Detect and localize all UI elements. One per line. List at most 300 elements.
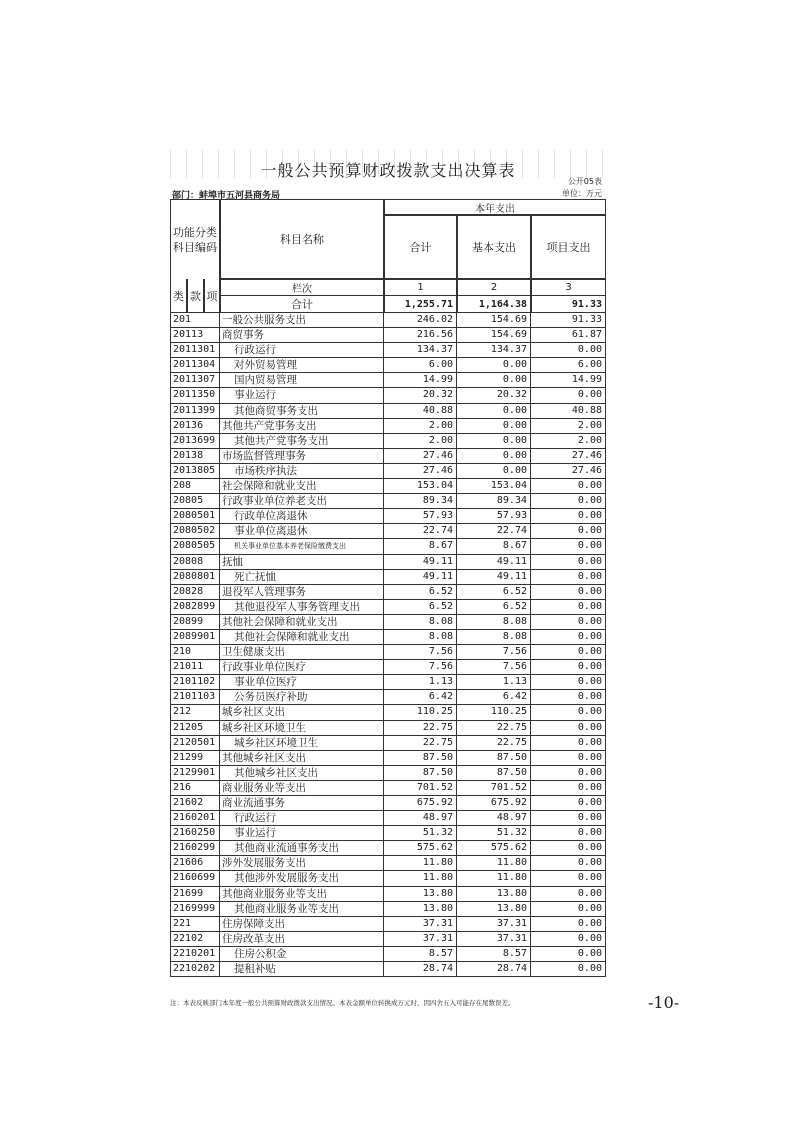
row-project: 0.00 xyxy=(531,705,606,720)
row-project: 0.00 xyxy=(531,690,606,705)
row-basic: 89.34 xyxy=(457,494,531,509)
row-project: 0.00 xyxy=(531,766,606,781)
row-code: 2011399 xyxy=(170,404,220,419)
row-name: 事业运行 xyxy=(220,826,384,841)
row-code: 208 xyxy=(170,479,220,494)
row-total: 37.31 xyxy=(384,932,457,947)
row-name: 国内贸易管理 xyxy=(220,373,384,388)
page-number: -10- xyxy=(648,993,680,1012)
row-basic: 0.00 xyxy=(457,464,531,479)
row-total: 2.00 xyxy=(384,419,457,434)
row-project: 0.00 xyxy=(531,539,606,554)
row-project: 0.00 xyxy=(531,570,606,585)
row-basic: 154.69 xyxy=(457,328,531,343)
row-total: 89.34 xyxy=(384,494,457,509)
table-body xyxy=(170,313,606,977)
row-basic: 154.69 xyxy=(457,313,531,328)
row-project: 0.00 xyxy=(531,630,606,645)
footnote: 注：本表反映部门本年度一般公共预算财政拨款支出情况。本表金额单位转换成万元时，因四舍五入可能存在尾数误差。 xyxy=(170,999,515,1007)
table-row xyxy=(170,539,606,554)
table-row xyxy=(170,585,606,600)
table-row xyxy=(170,796,606,811)
row-name: 其他商贸事务支出 xyxy=(220,404,384,419)
row-name: 涉外发展服务支出 xyxy=(220,856,384,871)
grand-total-name-cell xyxy=(220,296,384,313)
table-row xyxy=(170,826,606,841)
row-code: 2011304 xyxy=(170,358,220,373)
row-name: 卫生健康支出 xyxy=(220,645,384,660)
row-total: 87.50 xyxy=(384,766,457,781)
kuan-label: 款 xyxy=(190,289,201,303)
row-basic: 8.08 xyxy=(457,615,531,630)
row-name: 住房改革支出 xyxy=(220,932,384,947)
row-code: 21606 xyxy=(170,856,220,871)
row-code: 2101103 xyxy=(170,690,220,705)
row-total: 701.52 xyxy=(384,781,457,796)
row-name: 其他涉外发展服务支出 xyxy=(220,871,384,886)
row-total: 8.57 xyxy=(384,947,457,962)
table-row xyxy=(170,902,606,917)
table-row xyxy=(170,524,606,539)
row-name: 事业单位医疗 xyxy=(220,675,384,690)
row-total: 49.11 xyxy=(384,570,457,585)
row-name: 城乡社区支出 xyxy=(220,705,384,720)
row-total: 246.02 xyxy=(384,313,457,328)
table-row xyxy=(170,494,606,509)
row-total: 51.32 xyxy=(384,826,457,841)
row-basic: 134.37 xyxy=(457,343,531,358)
table-row xyxy=(170,645,606,660)
row-name: 其他共产党事务支出 xyxy=(220,419,384,434)
row-name: 其他商业服务业等支出 xyxy=(220,887,384,902)
row-code: 201 xyxy=(170,313,220,328)
row-code: 2160201 xyxy=(170,811,220,826)
row-project: 14.99 xyxy=(531,373,606,388)
row-code: 2101102 xyxy=(170,675,220,690)
row-name: 行政运行 xyxy=(220,343,384,358)
table-row xyxy=(170,555,606,570)
column-index-label-cell xyxy=(220,279,384,296)
row-name: 事业运行 xyxy=(220,388,384,403)
row-project: 0.00 xyxy=(531,796,606,811)
row-basic: 1.13 xyxy=(457,675,531,690)
row-code: 2013805 xyxy=(170,464,220,479)
row-name: 城乡社区环境卫生 xyxy=(220,721,384,736)
row-code: 2160699 xyxy=(170,871,220,886)
row-project: 2.00 xyxy=(531,419,606,434)
lei-label: 类 xyxy=(173,289,184,303)
table-row xyxy=(170,449,606,464)
table-row xyxy=(170,766,606,781)
row-basic: 49.11 xyxy=(457,570,531,585)
table-header xyxy=(170,199,606,313)
row-project: 0.00 xyxy=(531,841,606,856)
table-row xyxy=(170,932,606,947)
table-row xyxy=(170,841,606,856)
row-total: 575.62 xyxy=(384,841,457,856)
row-name: 其他社会保障和就业支出 xyxy=(220,630,384,645)
table-row xyxy=(170,479,606,494)
project-label: 项目支出 xyxy=(546,241,591,254)
row-basic: 6.52 xyxy=(457,585,531,600)
table-row xyxy=(170,675,606,690)
row-project: 0.00 xyxy=(531,675,606,690)
table-row xyxy=(170,630,606,645)
row-basic: 37.31 xyxy=(457,917,531,932)
row-code: 2080505 xyxy=(170,539,220,554)
row-project: 0.00 xyxy=(531,811,606,826)
row-project: 0.00 xyxy=(531,509,606,524)
row-project: 6.00 xyxy=(531,358,606,373)
table-row xyxy=(170,343,606,358)
table-row xyxy=(170,751,606,766)
form-code: 公开05表 xyxy=(567,177,602,186)
grand-total-total-cell xyxy=(384,296,457,313)
row-code: 2011350 xyxy=(170,388,220,403)
table-row xyxy=(170,690,606,705)
subject-name-header xyxy=(220,199,384,279)
row-basic: 6.42 xyxy=(457,690,531,705)
row-total: 57.93 xyxy=(384,509,457,524)
row-total: 7.56 xyxy=(384,645,457,660)
row-basic: 7.56 xyxy=(457,645,531,660)
row-basic: 28.74 xyxy=(457,962,531,977)
row-code: 2089901 xyxy=(170,630,220,645)
row-project: 0.00 xyxy=(531,947,606,962)
row-basic: 6.52 xyxy=(457,600,531,615)
row-project: 0.00 xyxy=(531,615,606,630)
table-row xyxy=(170,313,606,328)
row-total: 7.56 xyxy=(384,660,457,675)
row-total: 20.32 xyxy=(384,388,457,403)
col3-cell xyxy=(531,279,606,296)
table-row xyxy=(170,962,606,977)
row-basic: 20.32 xyxy=(457,388,531,403)
row-project: 0.00 xyxy=(531,736,606,751)
row-project: 40.88 xyxy=(531,404,606,419)
table-row xyxy=(170,464,606,479)
row-project: 2.00 xyxy=(531,434,606,449)
grand-total-total: 1,255.71 xyxy=(404,298,453,310)
row-code: 216 xyxy=(170,781,220,796)
row-basic: 0.00 xyxy=(457,358,531,373)
column-index-label: 栏次 xyxy=(292,284,312,295)
project-header xyxy=(531,215,606,279)
row-basic: 0.00 xyxy=(457,434,531,449)
row-total: 675.92 xyxy=(384,796,457,811)
row-name: 商业服务业等支出 xyxy=(220,781,384,796)
row-code: 2120501 xyxy=(170,736,220,751)
row-name: 公务员医疗补助 xyxy=(220,690,384,705)
row-project: 0.00 xyxy=(531,388,606,403)
row-code: 2160250 xyxy=(170,826,220,841)
row-name: 一般公共服务支出 xyxy=(220,313,384,328)
row-project: 0.00 xyxy=(531,917,606,932)
row-project: 0.00 xyxy=(531,660,606,675)
row-project: 0.00 xyxy=(531,751,606,766)
row-name: 行政事业单位养老支出 xyxy=(220,494,384,509)
row-name: 行政单位离退休 xyxy=(220,509,384,524)
row-name: 市场秩序执法 xyxy=(220,464,384,479)
row-code: 22102 xyxy=(170,932,220,947)
row-basic: 701.52 xyxy=(457,781,531,796)
row-basic: 22.75 xyxy=(457,721,531,736)
row-name: 商贸事务 xyxy=(220,328,384,343)
table-row xyxy=(170,570,606,585)
row-total: 6.52 xyxy=(384,585,457,600)
grand-total-basic: 1,164.38 xyxy=(478,298,527,310)
row-name: 其他城乡社区支出 xyxy=(220,766,384,781)
row-name: 其他社会保障和就业支出 xyxy=(220,615,384,630)
row-basic: 87.50 xyxy=(457,766,531,781)
row-total: 2.00 xyxy=(384,434,457,449)
row-total: 48.97 xyxy=(384,811,457,826)
row-total: 6.52 xyxy=(384,600,457,615)
row-name: 行政运行 xyxy=(220,811,384,826)
row-basic: 675.92 xyxy=(457,796,531,811)
row-total: 134.37 xyxy=(384,343,457,358)
row-total: 49.11 xyxy=(384,555,457,570)
table-row xyxy=(170,917,606,932)
row-total: 37.31 xyxy=(384,917,457,932)
row-code: 210 xyxy=(170,645,220,660)
basic-header xyxy=(457,215,531,279)
table-row xyxy=(170,660,606,675)
row-name: 其他城乡社区支出 xyxy=(220,751,384,766)
row-basic: 110.25 xyxy=(457,705,531,720)
table-row xyxy=(170,509,606,524)
row-project: 0.00 xyxy=(531,932,606,947)
table-row xyxy=(170,434,606,449)
current-year-label: 本年支出 xyxy=(475,203,515,215)
row-total: 22.75 xyxy=(384,736,457,751)
table-row xyxy=(170,811,606,826)
grand-total-label: 合计 xyxy=(291,298,313,311)
row-total: 153.04 xyxy=(384,479,457,494)
table-row xyxy=(170,856,606,871)
row-total: 27.46 xyxy=(384,464,457,479)
basic-label: 基本支出 xyxy=(472,241,516,254)
row-total: 27.46 xyxy=(384,449,457,464)
row-basic: 0.00 xyxy=(457,419,531,434)
row-basic: 87.50 xyxy=(457,751,531,766)
row-basic: 22.74 xyxy=(457,524,531,539)
row-code: 2011301 xyxy=(170,343,220,358)
row-project: 0.00 xyxy=(531,600,606,615)
row-total: 28.74 xyxy=(384,962,457,977)
row-project: 61.87 xyxy=(531,328,606,343)
row-basic: 153.04 xyxy=(457,479,531,494)
row-code: 2013699 xyxy=(170,434,220,449)
col2-label: 2 xyxy=(490,282,498,293)
row-project: 0.00 xyxy=(531,962,606,977)
row-basic: 51.32 xyxy=(457,826,531,841)
row-basic: 8.67 xyxy=(457,539,531,554)
row-code: 21602 xyxy=(170,796,220,811)
col1-cell xyxy=(384,279,457,296)
table-row xyxy=(170,615,606,630)
row-name: 社会保障和就业支出 xyxy=(220,479,384,494)
row-name: 提租补贴 xyxy=(220,962,384,977)
table-row xyxy=(170,358,606,373)
row-total: 13.80 xyxy=(384,902,457,917)
table-row xyxy=(170,373,606,388)
row-total: 40.88 xyxy=(384,404,457,419)
row-basic: 11.80 xyxy=(457,871,531,886)
row-code: 20808 xyxy=(170,555,220,570)
row-code: 20828 xyxy=(170,585,220,600)
table-row xyxy=(170,871,606,886)
subject-name-label: 科目名称 xyxy=(280,233,324,246)
row-code: 2210202 xyxy=(170,962,220,977)
row-project: 0.00 xyxy=(531,645,606,660)
row-basic: 57.93 xyxy=(457,509,531,524)
row-project: 91.33 xyxy=(531,313,606,328)
row-project: 0.00 xyxy=(531,871,606,886)
row-code: 2080502 xyxy=(170,524,220,539)
xiang-label: 项 xyxy=(206,289,218,303)
row-name: 事业单位离退休 xyxy=(220,524,384,539)
row-total: 8.08 xyxy=(384,630,457,645)
row-project: 0.00 xyxy=(531,826,606,841)
row-total: 8.67 xyxy=(384,539,457,554)
row-code: 20136 xyxy=(170,419,220,434)
row-total: 1.13 xyxy=(384,675,457,690)
row-basic: 11.80 xyxy=(457,856,531,871)
table-row xyxy=(170,705,606,720)
row-basic: 37.31 xyxy=(457,932,531,947)
table-row xyxy=(170,600,606,615)
row-code: 21011 xyxy=(170,660,220,675)
row-code: 21205 xyxy=(170,721,220,736)
row-basic: 0.00 xyxy=(457,449,531,464)
row-code: 212 xyxy=(170,705,220,720)
row-total: 13.80 xyxy=(384,887,457,902)
row-total: 11.80 xyxy=(384,856,457,871)
row-basic: 13.80 xyxy=(457,887,531,902)
row-code: 2080501 xyxy=(170,509,220,524)
table-row xyxy=(170,947,606,962)
row-basic: 22.75 xyxy=(457,736,531,751)
row-code: 21699 xyxy=(170,887,220,902)
table-row xyxy=(170,721,606,736)
row-basic: 0.00 xyxy=(457,404,531,419)
lei-header xyxy=(170,279,187,313)
table-row xyxy=(170,328,606,343)
row-code: 20899 xyxy=(170,615,220,630)
row-project: 0.00 xyxy=(531,479,606,494)
func-code-label: 功能分类科目编码 xyxy=(173,225,217,254)
table-row xyxy=(170,736,606,751)
page-title: 一般公共预算财政拨款支出决算表 xyxy=(260,161,516,180)
row-name: 死亡抚恤 xyxy=(220,570,384,585)
total-header xyxy=(384,215,457,279)
table-row xyxy=(170,781,606,796)
table-row xyxy=(170,404,606,419)
row-name: 住房保障支出 xyxy=(220,917,384,932)
kuan-header xyxy=(187,279,204,313)
row-code: 21299 xyxy=(170,751,220,766)
row-project: 0.00 xyxy=(531,781,606,796)
row-project: 27.46 xyxy=(531,464,606,479)
row-basic: 8.08 xyxy=(457,630,531,645)
row-name: 其他商业服务业等支出 xyxy=(220,902,384,917)
current-year-header xyxy=(384,199,606,215)
row-total: 6.42 xyxy=(384,690,457,705)
row-project: 0.00 xyxy=(531,343,606,358)
row-basic: 8.57 xyxy=(457,947,531,962)
row-name: 抚恤 xyxy=(220,555,384,570)
row-code: 2160299 xyxy=(170,841,220,856)
row-name: 退役军人管理事务 xyxy=(220,585,384,600)
row-code: 20805 xyxy=(170,494,220,509)
row-total: 110.25 xyxy=(384,705,457,720)
row-name: 住房公积金 xyxy=(220,947,384,962)
row-name: 市场监督管理事务 xyxy=(220,449,384,464)
xiang-header xyxy=(204,279,220,313)
row-total: 8.08 xyxy=(384,615,457,630)
row-basic: 48.97 xyxy=(457,811,531,826)
row-name: 行政事业单位医疗 xyxy=(220,660,384,675)
col3-label: 3 xyxy=(565,282,572,293)
row-total: 14.99 xyxy=(384,373,457,388)
row-project: 0.00 xyxy=(531,524,606,539)
row-project: 0.00 xyxy=(531,585,606,600)
col2-cell xyxy=(457,279,531,296)
row-project: 0.00 xyxy=(531,887,606,902)
row-total: 11.80 xyxy=(384,871,457,886)
row-project: 0.00 xyxy=(531,494,606,509)
row-project: 27.46 xyxy=(531,449,606,464)
row-code: 2011307 xyxy=(170,373,220,388)
row-code: 20138 xyxy=(170,449,220,464)
row-basic: 7.56 xyxy=(457,660,531,675)
row-name: 城乡社区环境卫生 xyxy=(220,736,384,751)
row-code: 2169999 xyxy=(170,902,220,917)
grand-total-project: 91.33 xyxy=(571,298,602,310)
row-basic: 13.80 xyxy=(457,902,531,917)
func-code-header xyxy=(170,199,220,279)
row-total: 216.56 xyxy=(384,328,457,343)
grand-total-project-cell xyxy=(531,296,606,313)
unit-label: 单位：万元 xyxy=(562,189,602,198)
row-code: 221 xyxy=(170,917,220,932)
row-project: 0.00 xyxy=(531,856,606,871)
row-name: 商业流通事务 xyxy=(220,796,384,811)
col1-label: 1 xyxy=(417,282,424,293)
row-code: 2082899 xyxy=(170,600,220,615)
row-name: 机关事业单位基本养老保险缴费支出 xyxy=(220,539,384,554)
table-row xyxy=(170,419,606,434)
table-row xyxy=(170,887,606,902)
row-code: 2129901 xyxy=(170,766,220,781)
row-name: 其他商业流通事务支出 xyxy=(220,841,384,856)
row-basic: 49.11 xyxy=(457,555,531,570)
total-label: 合计 xyxy=(409,241,432,254)
department-label: 部门：蚌埠市五河县商务局 xyxy=(172,191,281,201)
row-code: 20113 xyxy=(170,328,220,343)
row-total: 22.75 xyxy=(384,721,457,736)
row-basic: 575.62 xyxy=(457,841,531,856)
row-total: 87.50 xyxy=(384,751,457,766)
row-basic: 0.00 xyxy=(457,373,531,388)
row-project: 0.00 xyxy=(531,721,606,736)
row-project: 0.00 xyxy=(531,555,606,570)
table-row xyxy=(170,388,606,403)
row-code: 2210201 xyxy=(170,947,220,962)
row-code: 2080801 xyxy=(170,570,220,585)
row-name: 其他共产党事务支出 xyxy=(220,434,384,449)
